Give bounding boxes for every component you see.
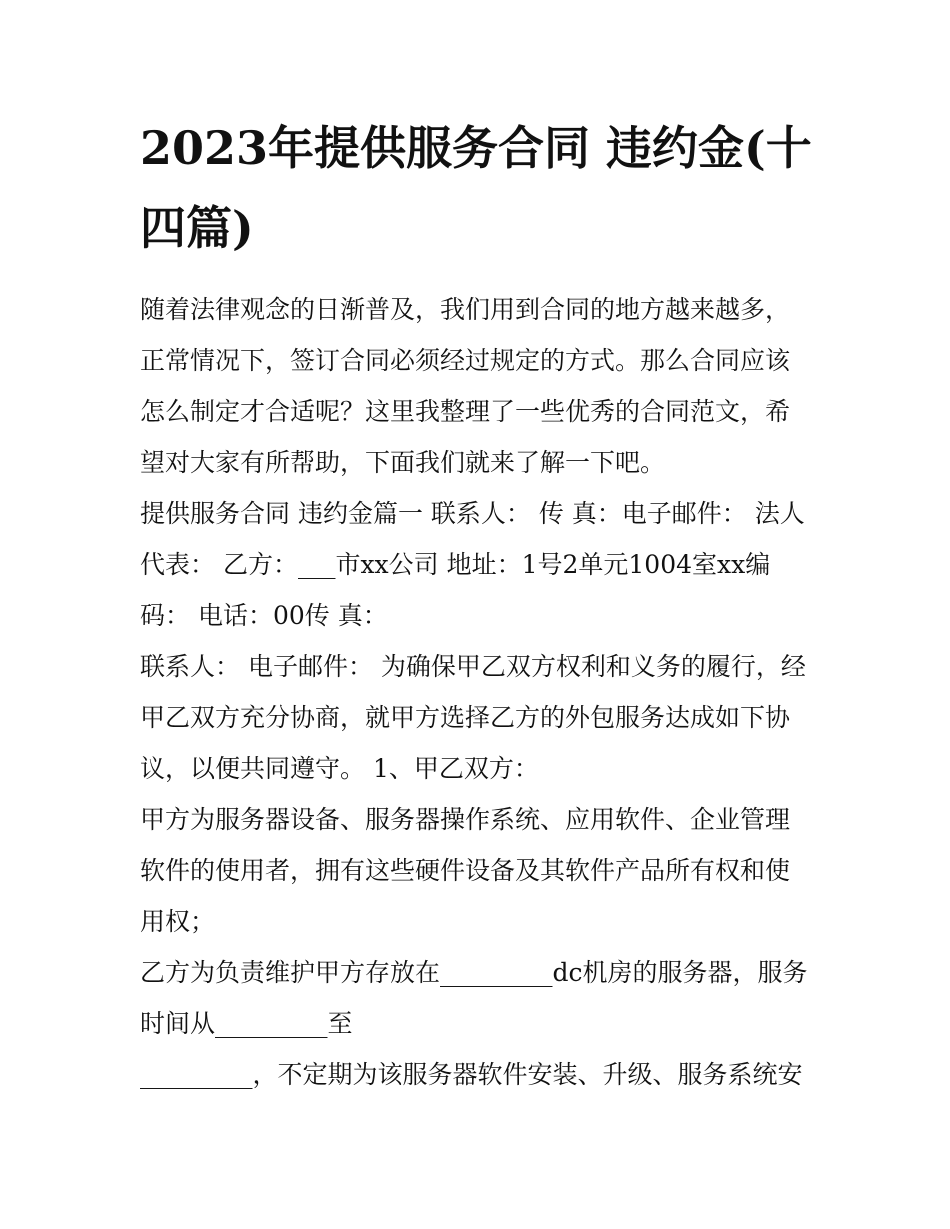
paragraph-party-b: 乙方为负责维护甲方存放在_________dc机房的服务器，服务时间从_________至 bbox=[140, 958, 808, 1038]
paragraph-party-a: 甲方为服务器设备、服务器操作系统、应用软件、企业管理软件的使用者，拥有这些硬件设备及其软件产品所有权和使用权； bbox=[140, 805, 791, 936]
document-title: 2023年提供服务合同 违约金(十四篇) bbox=[140, 121, 812, 255]
document-page bbox=[140, 108, 812, 1100]
paragraph-contact-info: 提供服务合同 违约金篇一 联系人： 传 真：电子邮件： 法人代表： 乙方：___市xx公司 地址：1号2单元1004室xx编码： 电话：00传 真： bbox=[140, 499, 805, 630]
paragraph-intro: 随着法律观念的日渐普及，我们用到合同的地方越来越多，正常情况下，签订合同必须经过规定的方式。那么合同应该怎么制定才合适呢？这里我整理了一些优秀的合同范文，希望对大家有所帮助，下面我们就来了解一下吧。 bbox=[140, 295, 791, 477]
paragraph-service-scope: _________，不定期为该服务器软件安装、升级、服务系统安 bbox=[140, 1060, 803, 1089]
paragraph-agreement-purpose: 联系人： 电子邮件： 为确保甲乙双方权利和义务的履行，经甲乙双方充分协商，就甲方选择乙方的外包服务达成如下协议，以便共同遵守。 1、甲乙双方： bbox=[140, 652, 806, 783]
